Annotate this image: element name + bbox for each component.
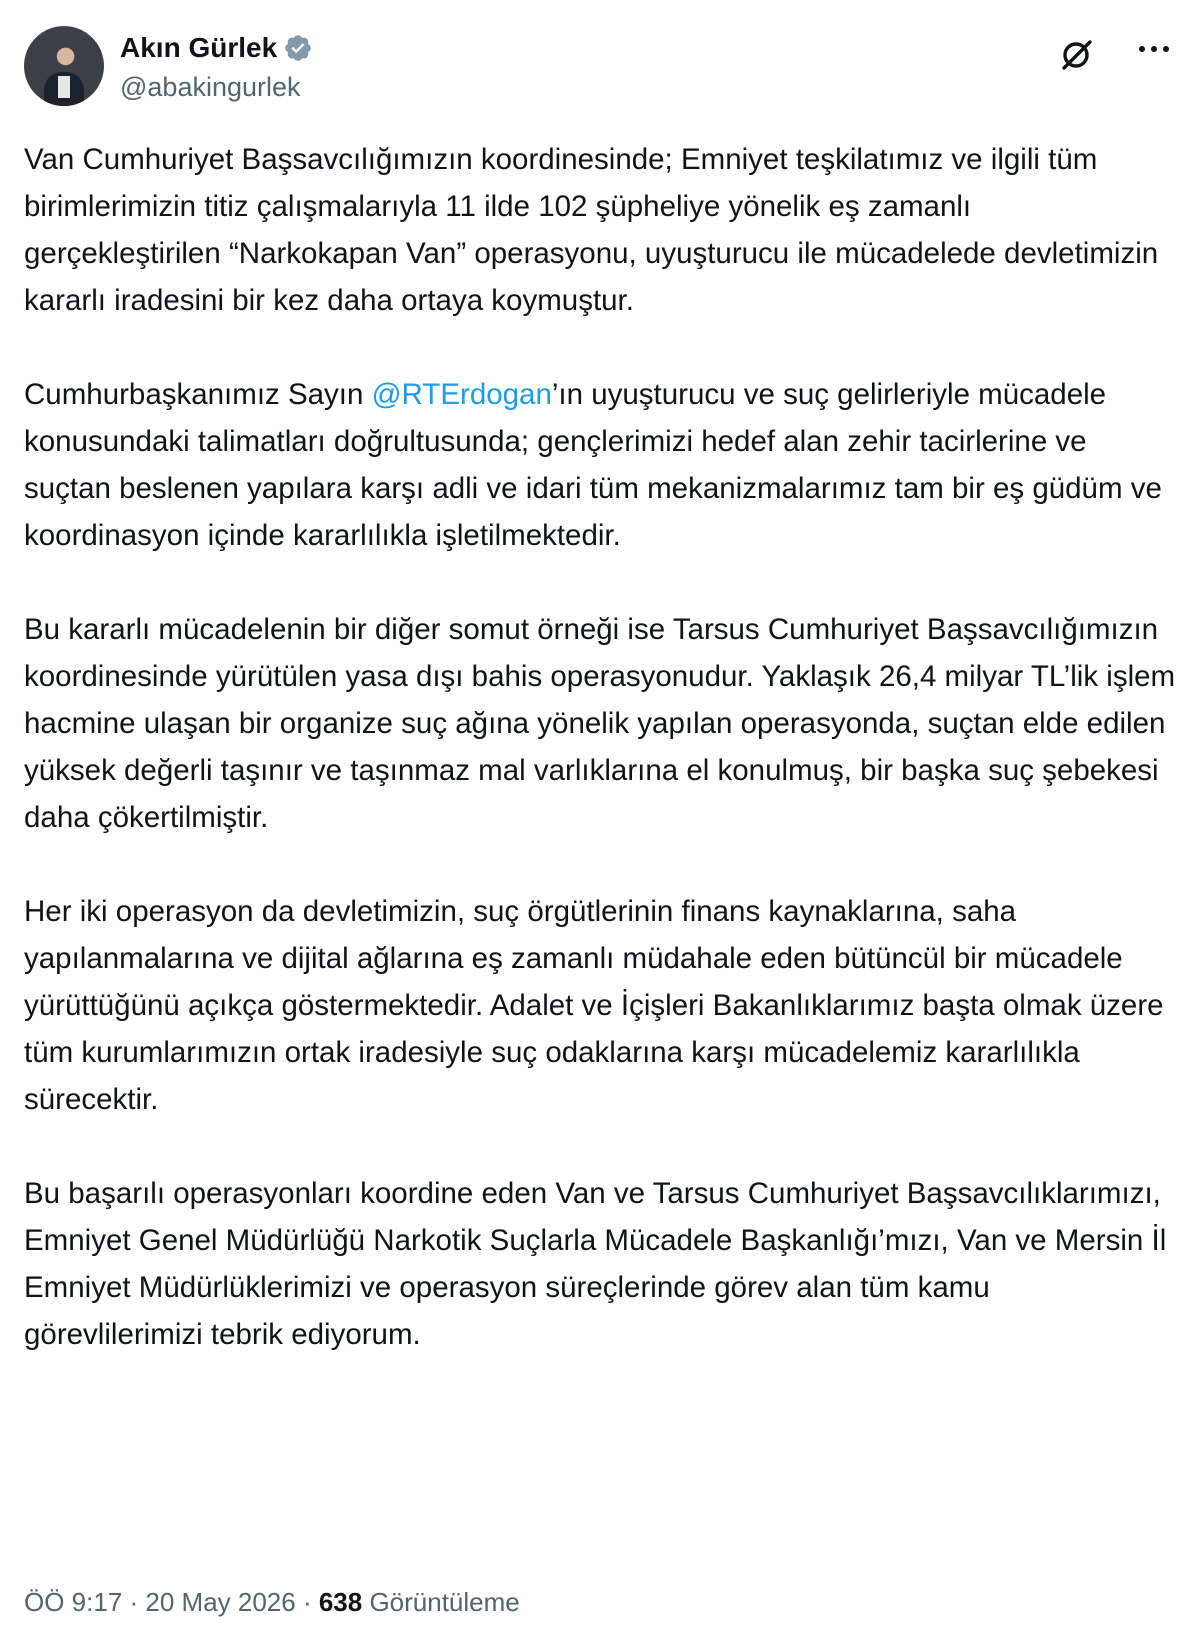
verified-badge-icon <box>283 33 313 63</box>
tweet-header <box>24 26 1176 110</box>
paragraph-2-body-text: ’ın uyuşturucu ve suç gelirleriyle mücadele konusundaki talimatları doğrultusunda; gençlerimizi hedef alan zehir tacirlerine ve suçtan beslenen yapılara karşı adli ve idari tüm mekanizmalarımız tam bir eş güdüm ve koordinasyon içinde kararlılıkla işletilmektedir. <box>24 378 1162 552</box>
tweet-paragraph-2 <box>24 371 1176 559</box>
tweet-paragraph-3: Bu kararlı mücadelenin bir diğer somut örneği ise Tarsus Cumhuriyet Başsavcılığımızın koordinesinde yürütülen yasa dışı bahis operasyonudur. Yaklaşık 26,4 milyar TL’lik işlem hacmine ulaşan bir organize suç ağına yönelik yapılan operasyonda, suçtan elde edilen yüksek değerli taşınır ve taşınmaz mal varlıklarına el konulmuş, bir başka suç şebekesi daha çökertilmiştir. <box>24 613 1176 834</box>
grok-icon[interactable] <box>1060 38 1094 72</box>
meta-separator: · <box>122 1587 146 1617</box>
author-handle[interactable]: @abakingurlek <box>120 72 301 102</box>
author-name-row <box>120 32 313 64</box>
views-label: Görüntüleme <box>362 1587 520 1617</box>
tweet-text <box>24 136 1176 1358</box>
more-horizontal-icon[interactable] <box>1138 44 1170 54</box>
tweet-paragraph-1: Van Cumhuriyet Başsavcılığımızın koordinesinde; Emniyet teşkilatımız ve ilgili tüm birimlerimizin titiz çalışmalarıyla 11 ilde 102 şüpheliye yönelik eş zamanlı gerçekleştirilen “Narkokapan Van” operasyonu, uyuşturucu ile mücadelede devletimizin kararlı iradesini bir kez daha ortaya koymuştur. <box>24 143 1159 317</box>
meta-separator-2: · <box>295 1587 319 1617</box>
tweet-paragraph-5: Bu başarılı operasyonları koordine eden Van ve Tarsus Cumhuriyet Başsavcılıklarımızı, Emniyet Genel Müdürlüğü Narkotik Suçlarla Mücadele Başkanlığı’mızı, Van ve Mersin İl Emniyet Müdürlüklerimizi ve operasyon süreçlerinde görev alan tüm kamu görevlilerimizi tebrik ediyorum. <box>24 1177 1167 1351</box>
tweet-date[interactable]: 20 May 2026 <box>145 1587 296 1617</box>
paragraph-2-lead-text: Cumhurbaşkanımız Sayın <box>24 378 372 411</box>
tweet-time[interactable]: ÖÖ 9:17 <box>24 1587 123 1617</box>
avatar[interactable] <box>24 26 104 106</box>
views-count[interactable]: 638 <box>318 1587 363 1617</box>
tweet-paragraph-4: Her iki operasyon da devletimizin, suç örgütlerinin finans kaynaklarına, saha yapılanmalarına ve dijital ağlarına eş zamanlı müdahale eden bütüncül bir mücadele yürüttüğünü açıkça göstermektedir. Adalet ve İçişleri Bakanlıklarımız başta olmak üzere tüm kurumlarımızın ortak iradesiyle suç odaklarına karşı mücadelemiz kararlılıkla sürecektir. <box>24 895 1164 1116</box>
tweet-meta <box>24 1587 520 1618</box>
mention-link[interactable]: @RTErdogan <box>371 378 552 411</box>
author-display-name[interactable]: Akın Gürlek <box>120 32 278 63</box>
